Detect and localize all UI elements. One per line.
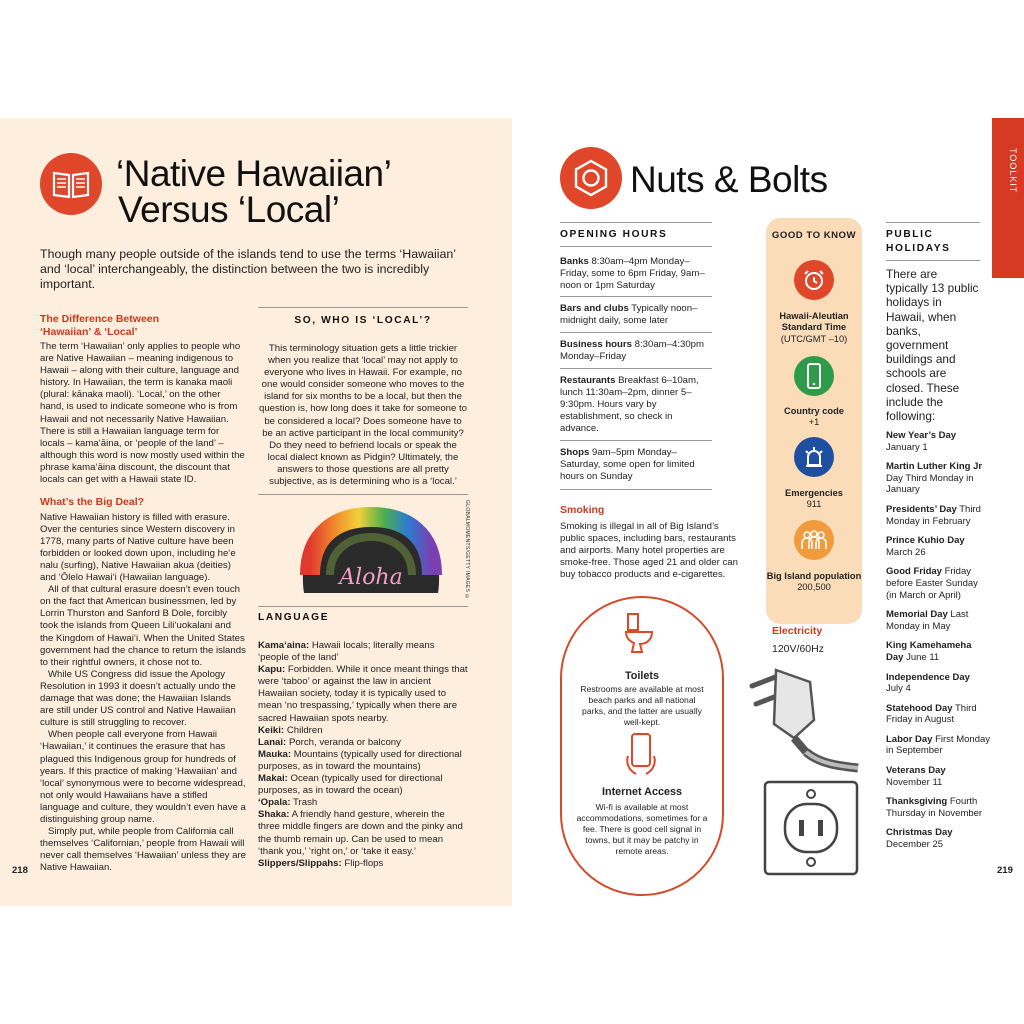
hours-shops: Shops 9am–5pm Monday–Saturday, some open for limited hours on Sunday	[560, 447, 695, 483]
gtk-emergencies: Emergencies 911	[785, 488, 843, 510]
plug-icon	[748, 664, 862, 779]
big-deal-p5: Simply put, while people from California call themselves ‘Californian,’ people from Hawaii will never call themselves ‘Hawaiian’ unless they are Native Hawaiian.	[40, 826, 247, 874]
language-item: Makai: Ocean (typically used for directional purposes, as in toward the ocean)	[258, 773, 443, 797]
electricity-heading: Electricity	[772, 625, 823, 637]
nuts-bolts-title: Nuts & Bolts	[630, 159, 828, 200]
intro-paragraph: Though many people outside of the islands tend to use the terms ‘Hawaiian’ and ‘local’ interchangeably, the distinction between the two is incredibly important.	[40, 247, 456, 291]
language-heading: LANGUAGE	[258, 612, 330, 623]
toolkit-tab: TOOLKIT	[992, 118, 1024, 278]
gtk-country-code: Country code +1	[784, 406, 844, 428]
who-rule	[258, 307, 468, 308]
photo-aloha-text: Aloha	[339, 565, 403, 590]
internet-title: Internet Access	[601, 786, 682, 798]
holiday-item: Independence Day July 4	[886, 671, 970, 695]
who-body: This terminology situation gets a little trickier when you realize that ‘local’ may not apply to everyone who lives in Hawaii. For example, no one would consider someone who moves to the island for six months to be a local, but then the question is, how long does it take for someone to be considered a local? Does someone have to be an active participant in the local community? Do they need to befriend locals or speak the local dialect known as Pidgin? Ultimately, the answers to those questions are all pretty subjective, as is determining who is a ‘local.’	[259, 343, 467, 488]
holiday-item: Memorial Day Last Monday in May	[886, 609, 969, 632]
language-item: Keiki: Children	[258, 724, 323, 736]
left-column	[40, 313, 246, 874]
holiday-item: Christmas Day December 25	[886, 827, 953, 851]
nut-icon	[560, 147, 622, 209]
smoking-body: Smoking is illegal in all of Big Island’s public spaces, including bars, restaurants and airports. Many hotel properties are smoke-free. Those aged 21 and older can buy tobacco products and e-cigarettes.	[560, 521, 738, 581]
language-item: Lanai: Porch, veranda or balcony	[258, 736, 401, 748]
holiday-item: Veterans Day November 11	[886, 765, 946, 788]
big-deal-p4: When people call everyone from Hawaii ‘Hawaiian,’ it continues the erasure that has plagued this Indigenous group for hundreds of years. If this practice of making ‘Hawaiian’ and ‘local’ synonymous were to become widespread, not only would Hawaiians have a stifled language and culture, they wouldn’t even have a distinguishing group name.	[40, 729, 246, 825]
hours-divider	[560, 489, 712, 490]
hours-divider	[560, 332, 712, 333]
holiday-item: Presidents’ Day Third Monday in February	[886, 503, 981, 527]
gtk-heading: GOOD TO KNOW	[771, 230, 857, 241]
people-icon	[794, 520, 834, 560]
gtk-population: Big Island population 200,500	[766, 571, 862, 593]
outlet-icon	[763, 780, 859, 881]
holiday-item: Good Friday Friday before Easter Sunday (in March or April)	[886, 566, 978, 601]
language-item: ‘Opala: Trash	[258, 797, 318, 809]
language-item: Kama‘aina: Hawaii locals; literally means ‘people of the land’	[258, 640, 435, 664]
holiday-item: New Year’s Day January 1	[886, 430, 957, 453]
holiday-item: Labor Day First Monday in September	[886, 733, 991, 757]
alarm-clock-icon	[794, 260, 834, 300]
good-to-know-panel	[766, 218, 862, 624]
difference-heading: The Difference Between ‘Hawaiian’ & ‘Local’	[40, 313, 160, 338]
language-item: Mauka: Mountains (typically used for directional purposes, as in toward the mountains)	[258, 748, 462, 772]
aloha-rock-photo	[296, 505, 446, 601]
big-deal-heading: What’s the Big Deal?	[40, 496, 145, 509]
holidays-rule	[886, 222, 980, 223]
holiday-item: Thanksgiving Fourth Thursday in November	[886, 796, 983, 819]
holidays-list	[886, 430, 990, 851]
opening-rule-2	[560, 246, 712, 247]
holiday-item: Statehood Day Third Friday in August	[886, 702, 977, 726]
holiday-item: Prince Kuhio Day March 26	[886, 535, 965, 558]
facilities-pill	[560, 596, 724, 896]
difference-body: The term ‘Hawaiian’ only applies to people who are Native Hawaiian – meaning indigenous to Hawaii – along with their culture, language and history. In Hawaiian, the term is kanaka maoli (plural: kānaka maoli). ‘Local,’ on the other hand, is used to indicate someone who is from Hawaii and not necessarily Native Hawaiian. There is still a Hawaiian language term for locals – kama‘āina, or ‘people of the land’ – although this word is now mostly used within the phrase kama‘āina discount, the discount that locals can get with a Hawaii state ID.	[40, 341, 245, 486]
language-list	[258, 640, 468, 870]
big-deal-p3: While US Congress did issue the Apology Resolution in 1993 it doesn’t actually undo the damage that was done; the Hawaiian Islands are still under US control and Native Hawaiian culture is still struggling to recover.	[40, 668, 236, 729]
big-deal-p2: All of that cultural erasure doesn’t even touch on the fact that American businessmen, led by Lorrin Thurston and Sanford B Dole, forcibly took the islands from Queen Lili‘uokalani and the Kingdom of Hawai‘i. When the United States government had the chance to return the islands to their rightful owners, it chose not to.	[40, 584, 246, 668]
hours-divider	[560, 440, 712, 441]
mobile-phone-icon	[794, 356, 834, 396]
hours-bars: Bars and clubs Typically noon–midnight daily, some later	[560, 303, 698, 327]
toilet-icon	[624, 612, 654, 659]
hours-business: Business hours 8:30am–4:30pm Monday–Friday	[560, 339, 704, 363]
hours-restaurants: Restaurants Breakfast 6–10am, lunch 11:30am–2pm, dinner 5–9:30pm. Hours vary by establishment, so check in advance.	[560, 375, 699, 435]
gtk-timezone: Hawaii-Aleutian Standard Time (UTC/GMT –10)	[779, 311, 849, 344]
electricity-value: 120V/60Hz	[772, 643, 824, 655]
book-icon	[40, 153, 102, 215]
opening-rule	[560, 222, 712, 223]
holidays-intro: There are typically 13 public holidays in Hawaii, when banks, government buildings and schools are closed. These include the following:	[886, 267, 979, 424]
page-title: ‘Native Hawaiian’ Versus ‘Local’	[116, 153, 392, 230]
phone-hand-icon	[624, 732, 658, 781]
who-bottom-rule	[258, 494, 468, 495]
language-item: Shaka: A friendly hand gesture, wherein the three middle fingers are down and the pinky and the thumb remain up. Can be used to mean ‘thank you,’ ‘right on,’ or ‘take it easy.’	[258, 809, 463, 857]
toilets-title: Toilets	[625, 670, 659, 682]
hours-divider	[560, 368, 712, 369]
holidays-rule-2	[886, 260, 980, 261]
siren-icon	[794, 437, 834, 477]
language-item: Kapu: Forbidden. While it once meant things that were ‘taboo’ or against the law in ancient Hawaiian society, today it is typically used to mean ‘no trespassing,’ typically when there are sacred Hawaiian spots nearby.	[258, 664, 468, 724]
photo-credit: GLOBALMOMENTS/GETTY IMAGES ©	[464, 500, 470, 601]
holiday-item: Martin Luther King Jr Day Third Monday in January	[886, 461, 983, 496]
hours-divider	[560, 296, 712, 297]
right-page-number: 219	[997, 865, 1013, 876]
toilets-body: Restrooms are available at most beach parks and all national parks, and the latter are usually well-kept.	[580, 684, 704, 727]
opening-heading: OPENING HOURS	[560, 229, 668, 240]
who-heading: SO, WHO IS ‘LOCAL’?	[294, 315, 432, 326]
internet-body: Wi-fi is available at most accommodations, sometimes for a fee. There is good cell signal in towns, but it may be patchy in remote areas.	[576, 802, 708, 856]
language-item: Slippers/Slippahs: Flip-flops	[258, 857, 384, 869]
holidays-heading: PUBLIC HOLIDAYS	[886, 229, 951, 254]
smoking-heading: Smoking	[560, 504, 605, 516]
language-rule	[258, 606, 468, 607]
big-deal-p1: Native Hawaiian history is filled with erasure. Over the centuries since Western discovery in 1778, many parts of Native culture have been forbidden or looked down upon, including he‘e nalu (surfing), Native Hawaiian akua (deities) and ‘Ōlelo Hawai‘i (Hawaiian language).	[40, 511, 236, 584]
hours-banks: Banks 8:30am–4pm Monday–Friday, some to 6pm Friday, 9am–noon or 1pm Saturday	[560, 256, 705, 292]
holiday-item: King Kamehameha Day June 11	[886, 640, 972, 663]
left-page-number: 218	[12, 865, 28, 876]
